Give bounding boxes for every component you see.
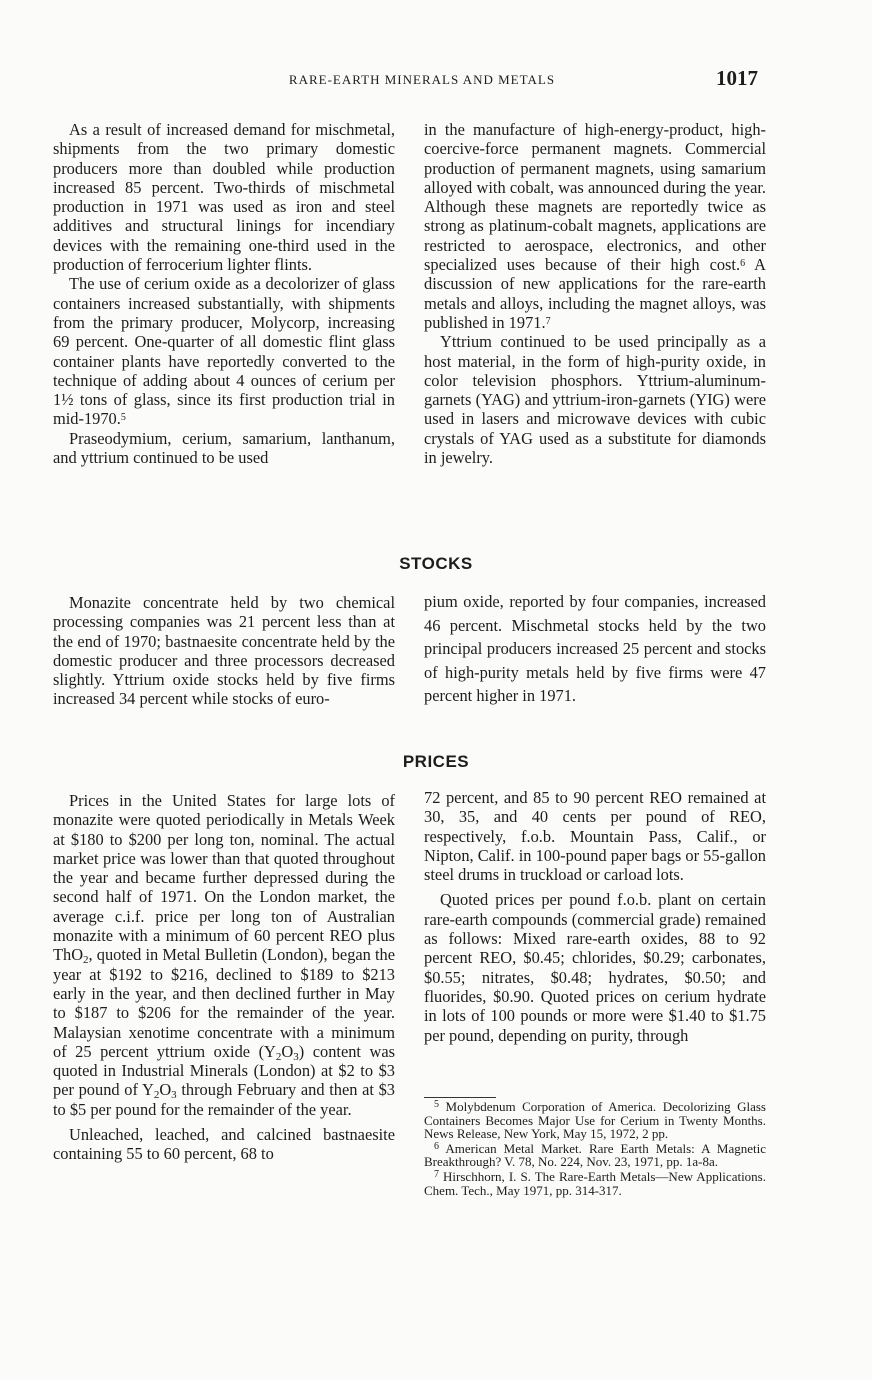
section-heading-prices: PRICES [402,752,470,771]
footnote-mark: 7 [434,1168,439,1180]
running-header: RARE-EARTH MINERALS AND METALS [288,72,556,87]
paragraph-text: ) content was quoted in Industrial Minerals (London) at $2 to $3 per pound of Y [53,1041,396,1100]
paragraph-text: , quoted in Metal Bulletin (London), began the year at $192 to $216, declined to $189 to $213 early in the year, and then declined further in May to $187 to $206 for the remainder of the year. Malaysian xenotime concentrate with a minimum of 25 percent yttrium oxide (Y [53,945,395,1061]
footnote [424,1100,766,1141]
subscript: 2 [83,954,89,967]
intro-right-column [424,120,766,467]
paragraph-text: The use of cerium oxide as a decolorizer of glass containers increased substantially, with shipments from the primary producer, Molycorp, increasing 69 percent. One-quarter of all domestic flint glass container plants have reportedly converted to the technique of adding about 4 ounces of cerium per 1½ tons of glass, since its first production trial in mid-1970. [53,274,395,429]
paragraph-bastnaesite: Unleached, leached, and calcined bastnaesite containing 55 to 60 percent, 68 to [53,1125,395,1164]
footnote [424,1142,766,1169]
footnote-ref: 7 [545,315,551,327]
footnote-mark: 6 [434,1140,439,1152]
stocks-right-column [424,590,766,708]
footnote-mark: 5 [434,1099,439,1110]
paragraph-magnets [424,120,766,332]
paragraph-text: through February and then at $3 to $5 per pound for the remainder of the year. [53,1080,395,1119]
subscript: 2 [275,1050,282,1063]
intro-left-column [53,120,395,467]
footnotes [424,1100,766,1198]
prices-right-column [424,788,766,1045]
prices-left-column [53,791,395,1164]
paragraph-mischmetal: As a result of increased demand for mischmetal, shipments from the two primary domestic producers more than doubled while production increased 85 percent. Two-thirds of mischmetal production in 1971 was used as iron and steel additives and structural linings for incendiary devices with the remaining one-third used in the production of ferrocerium lighter flints. [53,120,395,275]
footnote-text: Molybdenum Corporation of America. Decolorizing Glass Containers Becomes Major Use for Cerium in Twenty Months. News Release, New York, May 15, 1972, 2 pp. [424,1099,766,1142]
subscript: 3 [293,1050,299,1063]
paragraph-monazite-prices [53,791,395,1119]
paragraph-stocks-cont: pium oxide, reported by four companies, increased 46 percent. Mischmetal stocks held by the two principal producers increased 25 percent and stocks of high-purity metals held by five firms were 47 percent higher in 1971. [424,592,766,705]
page-number: 1017 [716,66,758,90]
paragraph-stocks: Monazite concentrate held by two chemical processing companies was 21 percent less than at the end of 1970; bastnaesite concentrate held by the domestic producer and three processors decreased slightly. Yttrium oxide stocks held by five firms increased 34 percent while stocks of euro- [53,593,395,709]
paragraph-text: in the manufacture of high-energy-product, high-coercive-force permanent magnets. Commercial production of permanent magnets, using samarium alloyed with cobalt, was announced during the year. Although these magnets are reportedly twice as strong as platinum-cobalt magnets, applications are restricted to aerospace, electronics, and other specialized uses because of their high cost. [424,120,766,275]
footnote-text: American Metal Market. Rare Earth Metals: A Magnetic Breakthrough? V. 78, No. 224, Nov. 23, 1971, pp. 1a-8a. [424,1140,766,1170]
stocks-left-column [53,593,395,709]
paragraph-text: O [159,1080,172,1100]
paragraph-praseodymium: Praseodymium, cerium, samarium, lanthanum, and yttrium continued to be used [53,428,395,468]
footnote-ref: 6 [740,258,746,270]
footnote [424,1170,766,1197]
footnote-divider [424,1097,496,1098]
subscript: 2 [153,1089,160,1102]
paragraph-text: Prices in the United States for large lots of monazite were quoted periodically in Metals Week at $180 to $200 per long ton, nominal. The actual market price was lower than that quoted throughout the year and became further depressed during the second half of 1971. On the London market, the average c.i.f. price per long ton of Australian monazite with a minimum of 60 percent REO plus ThO [53,791,395,965]
paragraph-text: O [281,1041,294,1061]
footnote-text: Hirschhorn, I. S. The Rare-Earth Metals—New Applications. Chem. Tech., May 1971, pp. 314-317. [424,1168,766,1198]
paragraph-yttrium: Yttrium continued to be used principally as a host material, in the form of high-purity oxide, in color television phosphors. Yttrium-aluminum-garnets (YAG) and yttrium-iron-garnets (YIG) were used in lasers and microwave devices with cubic crystals of YAG used as a substitute for diamonds in jewelry. [424,332,766,468]
footnote-ref: 5 [120,412,126,424]
paragraph-compound-prices: Quoted prices per pound f.o.b. plant on certain rare-earth compounds (commercial grade) remained as follows: Mixed rare-earth oxides, 88 to 92 percent REO, $0.45; chlorides, $0.29; carbonates, $0.55; nitrates, $0.48; hydrates, $0.50; and fluorides, $0.90. Quoted prices on cerium hydrate in lots of 100 pounds or more were $1.40 to $1.75 per pound, depending on purity, through [424,890,766,1045]
paragraph-text: A discussion of new applications for the rare-earth metals and alloys, including the magnet alloys, was published in 1971. [424,255,766,332]
subscript: 3 [171,1089,177,1102]
section-heading-stocks: STOCKS [399,554,473,573]
paragraph-cerium-oxide [53,274,395,428]
paragraph-reo-prices: 72 percent, and 85 to 90 percent REO remained at 30, 35, and 40 cents per pound of REO, respectively, f.o.b. Mountain Pass, Calif., or Nipton, Calif. in 100-pound paper bags or 55-gallon steel drums in truckload or carload lots. [424,788,766,885]
